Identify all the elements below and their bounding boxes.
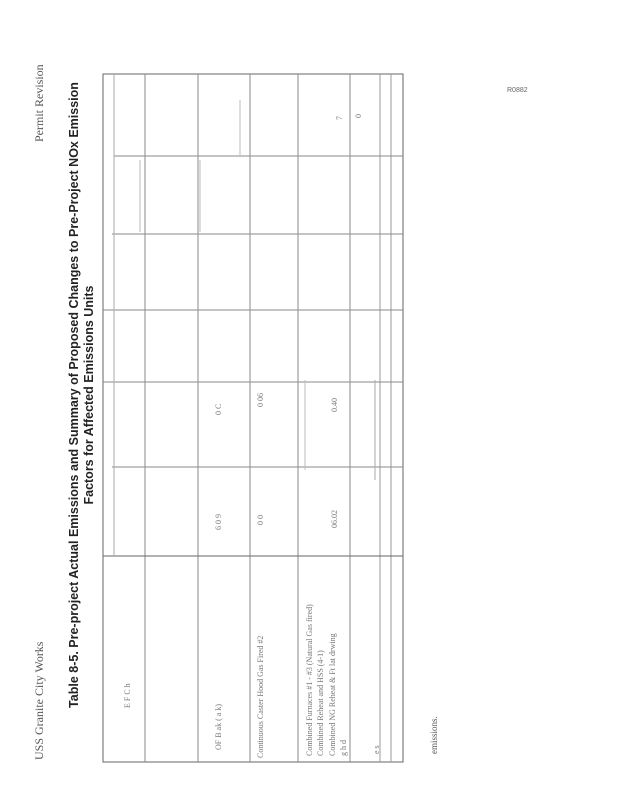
- row-2-value-2: 0 06: [256, 393, 265, 407]
- table-header-label: E F C h: [123, 683, 132, 708]
- row-3-label-2: Combined Reheat and HSS (4-1): [316, 650, 325, 756]
- row-1-value-2: 0 C: [214, 403, 223, 415]
- row-4-value-1: 06.02: [330, 510, 339, 528]
- table-title: Table 8-5. Pre-project Actual Emissions and Summary of Proposed Changes to Pre-Project NOx Emission Factors for Affected Emissions Units: [67, 82, 96, 708]
- row-2-value-1: 0 0: [256, 515, 265, 525]
- row-3-label: Combined Furnaces #1 - #3 (Natural Gas fired): [305, 604, 314, 756]
- page-id: R0882: [507, 87, 528, 94]
- row-5-label: e s: [372, 745, 381, 754]
- row-4-value-2: 0.40: [330, 398, 339, 412]
- row-4-label-2: g h d: [339, 740, 348, 756]
- table-footnote: emissions.: [429, 716, 439, 754]
- row-1-value-1: 6 0 9: [214, 514, 223, 530]
- side-mark-2: 0: [354, 114, 363, 118]
- row-1-label: OF B ak ( a k): [214, 704, 223, 750]
- header-company: USS Granite City Works: [32, 641, 46, 760]
- side-mark-1: 7: [335, 116, 344, 120]
- row-4-label: Combined NG Reheat & Ft lat drwing: [328, 633, 337, 756]
- header-revision: Permit Revision: [32, 64, 46, 142]
- row-2-label: Continuous Caster Hood Gas Fired #2: [256, 635, 265, 758]
